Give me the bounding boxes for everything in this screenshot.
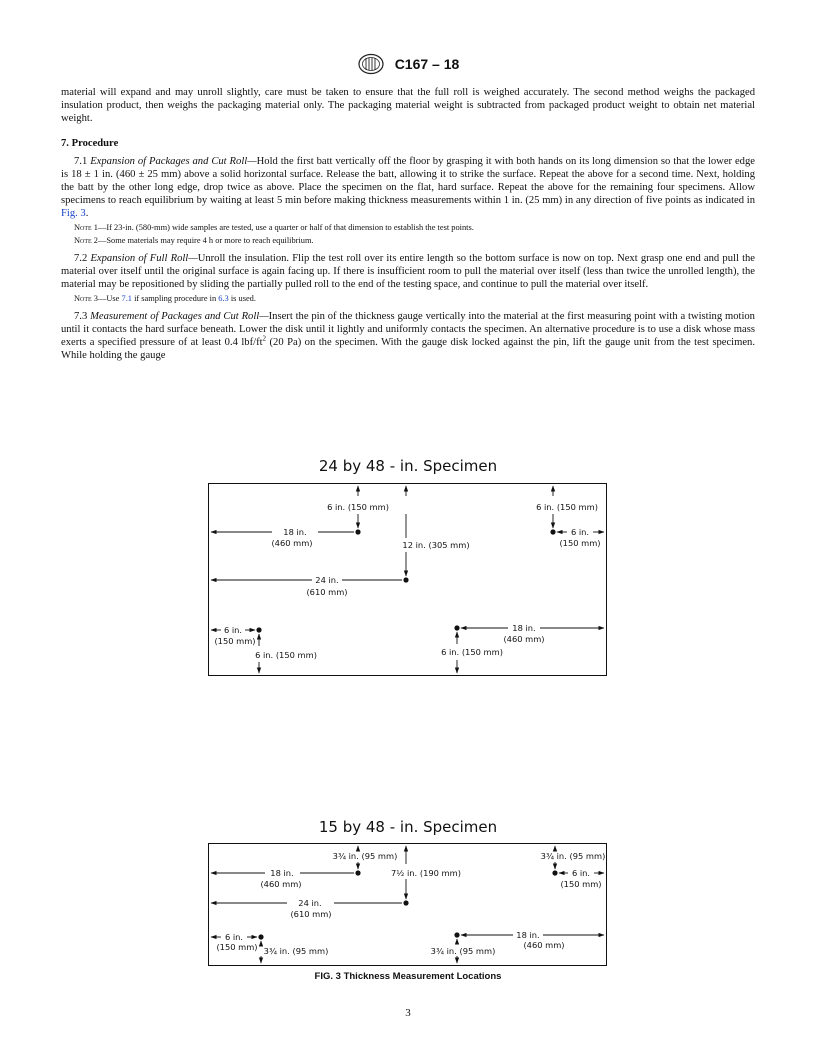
section-7-1-link[interactable]: 7.1	[121, 294, 132, 303]
dimension-label: (460 mm)	[523, 940, 565, 950]
dimension-label: (150 mm)	[559, 538, 601, 548]
diagram-15x48	[209, 844, 607, 966]
paragraph-title: Expansion of Packages and Cut Roll—	[90, 156, 257, 167]
dimension-label: (150 mm)	[560, 879, 602, 889]
intro-paragraph: material will expand and may unroll slightly, care must be taken to ensure that the full roll is weighed accurately. The second method weighs the packaged insulation product, then weighs the packaging material only. The packaging material weight is subtracted from packaged product weight to obtain net material weight.	[61, 87, 755, 124]
dimension-label: 3¾ in. (95 mm)	[263, 946, 329, 956]
paragraph-text: (20 Pa) on the specimen. With the gauge disk locked against the pin, lift the gauge unit from the test specimen. While holding the gauge	[61, 337, 756, 361]
measurement-point	[550, 529, 555, 534]
paragraph-text: Hold the first batt vertically off the floor by grasping it with both hands on its long dimension so that the lower edge is 18 ± 1 in. (460 ± 25 mm) above a solid horizontal surface. Release the batt, allowing it to strike the surface. Repeat the above for a second time. Next, holding the batt by the other long edge, drop twice as above. Place the specimen on the flat, hard surface. Repeat the above for the remaining four specimens. Allow specimens to reach equilibrium by waiting at least 5 min before making thickness measurements within 1 in. (25 mm) in any direction of five points as indicated in	[61, 156, 755, 206]
dimension-label: 6 in.	[571, 868, 591, 878]
note-label: Note 1	[74, 223, 98, 232]
measurement-point	[355, 529, 360, 534]
note-text: if sampling procedure in	[134, 294, 217, 303]
page-number: 3	[405, 1007, 411, 1019]
paragraph-number: 7.3	[74, 311, 88, 322]
dimension-label: 24 in.	[315, 575, 339, 585]
dimension-label: 6 in. (150 mm)	[327, 502, 389, 512]
measurement-point	[258, 934, 263, 939]
note-text: —Use	[98, 294, 120, 303]
paragraph-text: Unroll the insulation. Flip the test roll over its entire length so the bottom surface is now on top. Next grasp one end and pull the material over itself until the original surface is again facing up. If there is insufficient room to pull the material over itself (less than twice the unrolled length), the material may be repositioned by sliding the partially pulled roll to the end of the testing space, and continue to pull the material over itself.	[61, 253, 756, 290]
dimension-label: 18 in.	[512, 623, 536, 633]
measurement-point	[454, 625, 459, 630]
figure-title-24x48: 24 by 48 - in. Specimen	[318, 457, 498, 475]
superscript: 2	[262, 334, 267, 343]
dimension-label: 6 in.	[223, 625, 243, 635]
measurement-point	[403, 577, 408, 582]
dimension-label: (460 mm)	[260, 879, 302, 889]
note-text: —If 23-in. (580-mm) wide samples are tested, use a quarter or half of that dimension to establish the test points.	[98, 223, 474, 232]
dimension-label: 12 in. (305 mm)	[402, 540, 470, 550]
figure-caption: FIG. 3 Thickness Measurement Locations	[314, 971, 502, 982]
diagram-24x48	[209, 484, 607, 676]
dimension-label: 18 in.	[516, 930, 540, 940]
dimension-label: 3¾ in. (95 mm)	[332, 851, 398, 861]
paragraph-end: .	[85, 208, 89, 219]
dimension-label: 6 in. (150 mm)	[536, 502, 598, 512]
dimension-label: (460 mm)	[271, 538, 313, 548]
note-text: —Some materials may require 4 h or more to reach equilibrium.	[98, 236, 314, 245]
paragraph-number: 7.1	[74, 156, 88, 167]
note-text: is used.	[230, 294, 256, 303]
section-heading: 7. Procedure	[61, 138, 119, 149]
measurement-point	[256, 627, 261, 632]
dimension-label: 6 in.	[570, 527, 590, 537]
figure-title-15x48: 15 by 48 - in. Specimen	[318, 818, 498, 836]
dimension-label: 7½ in. (190 mm)	[391, 868, 461, 878]
note-label: Note 2	[74, 236, 98, 245]
dimension-label: (610 mm)	[306, 587, 348, 597]
dimension-label: 18 in.	[283, 527, 307, 537]
dimension-label: 6 in.	[224, 932, 244, 942]
dimension-label: 6 in. (150 mm)	[255, 650, 317, 660]
dimension-label: 24 in.	[298, 898, 322, 908]
dimension-label: (150 mm)	[216, 942, 258, 952]
note-label: Note 3	[74, 294, 98, 303]
dimension-label: (610 mm)	[290, 909, 332, 919]
measurement-point	[355, 870, 360, 875]
document-id: C167 – 18	[394, 56, 460, 72]
paragraph-number: 7.2	[74, 253, 88, 264]
measurement-point	[403, 900, 408, 905]
dimension-label: (150 mm)	[214, 636, 256, 646]
dimension-label: (460 mm)	[503, 634, 545, 644]
paragraph-title: Expansion of Full Roll—	[90, 253, 198, 264]
measurement-point	[552, 870, 557, 875]
dimension-label: 6 in. (150 mm)	[441, 647, 503, 657]
dimension-label: 18 in.	[270, 868, 294, 878]
dimension-label: 3¾ in. (95 mm)	[540, 851, 606, 861]
dimension-label: 3¾ in. (95 mm)	[430, 946, 496, 956]
paragraph-text: Insert the pin of the thickness gauge vertically into the material at the first measuring point with a twisting motion until it contacts the hard surface beneath. Lower the disk until it lightly and uniformly contacts the specimen. An alternative procedure is to use a disk whose mass exerts a specified pressure of at least 0.4 lbf/ft	[61, 311, 755, 348]
figure-3-link[interactable]: Fig. 3	[61, 208, 86, 219]
section-6-3-link[interactable]: 6.3	[218, 294, 229, 303]
paragraph-title: Measurement of Packages and Cut Roll—	[90, 311, 269, 322]
measurement-point	[454, 932, 459, 937]
